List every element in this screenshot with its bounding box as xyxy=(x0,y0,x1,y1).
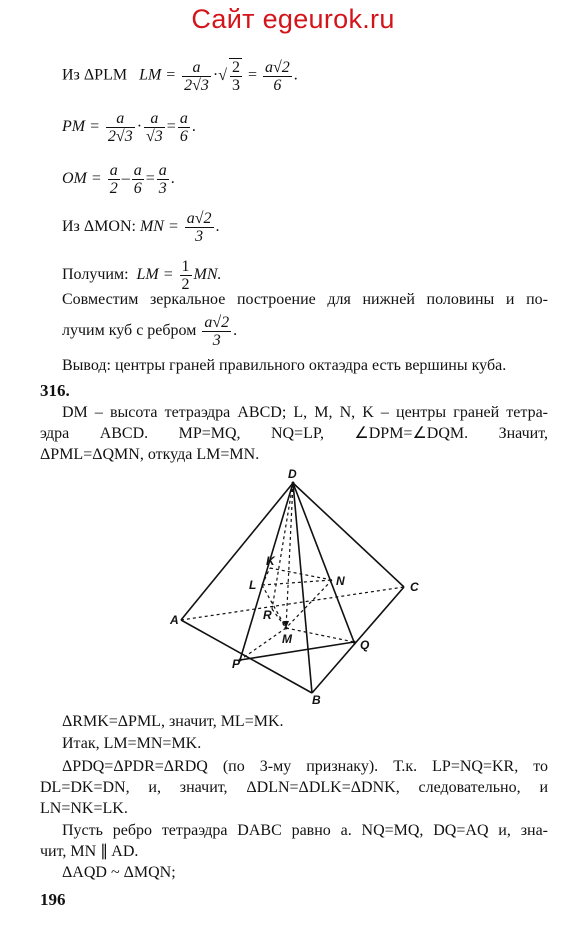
formula-pm: PM = $\frac{a}{2√3}$ · $\frac{a}{√3}$ = $\frac{a}{6}$ . xyxy=(62,110,196,145)
edge-AB xyxy=(181,620,312,693)
fraction-a-over-3: $\frac{a}{3}$ xyxy=(158,162,167,197)
label-L: L xyxy=(249,578,257,592)
om-eq: OM = xyxy=(62,170,102,188)
p316-line3: ΔPML=ΔQMN, откуда LM=MN. xyxy=(40,446,260,463)
edge-CB xyxy=(312,587,404,693)
label-R: R xyxy=(263,608,272,622)
label-B: B xyxy=(312,693,321,705)
segment-LN xyxy=(262,580,332,585)
segment-MP xyxy=(240,628,286,660)
formula-lm-plm: Из ΔPLM LM = $\frac{a}{2√3}$ ·√ $\frac{2}{3}$ = $\frac{a√2}{6}$ . xyxy=(62,58,298,94)
formula-obtain xyxy=(62,258,222,293)
fraction-a-over-2sqrt3: $\frac{a}{2√3}$ xyxy=(184,58,209,94)
fraction-a-over-2sqrt3-b: $\frac{a}{2√3}$ xyxy=(107,110,133,145)
segment-RM xyxy=(272,609,286,628)
fraction-a-over-6: $\frac{a}{6}$ xyxy=(179,110,188,145)
edge-DC xyxy=(293,483,404,587)
label-N: N xyxy=(336,574,345,588)
fraction-a-over-sqrt3: $\frac{a}{√3}$ xyxy=(146,110,163,145)
fraction-a-over-6-b: $\frac{a}{6}$ xyxy=(133,162,142,197)
label-P: P xyxy=(232,657,241,671)
segment-MQ xyxy=(286,628,354,642)
obtain-label: Получим: xyxy=(62,266,129,284)
fraction-a-sqrt2-over-6: $\frac{a√2}{6}$ xyxy=(265,58,290,94)
fraction-a-over-2: $\frac{a}{2}$ xyxy=(109,162,118,197)
after3-line2: DL=DK=DN, и, значит, ΔDLN=ΔDLK=ΔDNK, следовательно, и xyxy=(40,779,548,796)
site-header[interactable]: Сайт egeurok.ru xyxy=(191,4,395,34)
label-C: C xyxy=(410,580,419,594)
conclusion: Вывод: центры граней правильного октаэдра есть вершины куба. xyxy=(62,357,507,374)
after4-line2: чит, MN ∥ AD. xyxy=(40,843,139,860)
paragraph-pdq xyxy=(40,756,548,819)
segment-PQ xyxy=(240,642,354,660)
segment-DR xyxy=(272,483,293,609)
line-itak: Итак, LM=MN=MK. xyxy=(62,735,202,752)
formula-mn: Из ΔMON: MN = $\frac{a√2}{3}$ . xyxy=(62,210,220,245)
mn-tail: MN. xyxy=(193,266,222,284)
edge-DB xyxy=(293,483,312,693)
edge-DA xyxy=(181,483,293,620)
mn-eq: MN = xyxy=(139,218,179,236)
label-M: M xyxy=(282,632,292,646)
segment-NM xyxy=(286,580,332,628)
label-Q: Q xyxy=(360,638,370,652)
label-A: A xyxy=(170,613,179,627)
label-K: K xyxy=(266,554,275,568)
tetrahedron-figure xyxy=(0,465,586,705)
paragraph-mirror xyxy=(62,289,548,310)
fraction-a-sqrt2-over-3: $\frac{a√2}{3}$ xyxy=(186,210,212,245)
segment-DQ xyxy=(293,483,354,642)
paragraph-edge xyxy=(40,820,548,862)
fraction-a-sqrt2-over-3-b: $\frac{a√2}{3}$ xyxy=(204,314,230,349)
page-number: 196 xyxy=(40,890,66,909)
line-rmk: ΔRMK=ΔPML, значит, ML=MK. xyxy=(62,713,284,730)
after4-line1: Пусть ребро тетраэдра DABC равно a. NQ=MQ, DQ=AQ и, зна- xyxy=(62,822,548,839)
para1-line2: лучим куб с ребром xyxy=(62,322,197,340)
problem-316-text xyxy=(40,402,548,465)
para1-line2-wrap: лучим куб с ребром $\frac{a√2}{3}$ . xyxy=(62,314,238,349)
problem-number: 316. xyxy=(40,381,70,400)
lm-eq-2: LM = xyxy=(136,266,174,284)
fraction-1-over-2: $\frac{1}{2}$ xyxy=(181,258,190,293)
label-D: D xyxy=(288,467,297,481)
after3-line3: LN=NK=LK. xyxy=(40,800,128,817)
formula-om: OM = $\frac{a}{2}$ – $\frac{a}{6}$ = $\frac{a}{3}$ . xyxy=(62,162,175,197)
after3-line1: ΔPDQ=ΔPDR=ΔRDQ (по 3-му признаку). Т.к. LP=NQ=KR, то xyxy=(62,758,548,775)
from-plm-label: Из ΔPLM xyxy=(62,66,128,84)
pm-eq: PM = xyxy=(62,118,100,136)
line-similar: ΔAQD ~ ΔMQN; xyxy=(62,864,176,881)
sqrt-2-3: √ $\frac{2}{3}$ xyxy=(218,59,240,94)
edge-AC-hidden xyxy=(181,587,404,620)
lm-eq: LM = xyxy=(139,66,177,84)
from-mon-label: Из ΔMON: xyxy=(62,218,136,236)
p316-line1: DM – высота тетраэдра ABCD; L, M, N, K – центры граней тетра- xyxy=(62,404,548,421)
para1-line1: Совместим зеркальное построение для нижней половины и по- xyxy=(62,291,548,308)
p316-line2: эдра ABCD. MP=MQ, NQ=LP, ∠DPM=∠DQM. Значит, xyxy=(40,425,548,442)
